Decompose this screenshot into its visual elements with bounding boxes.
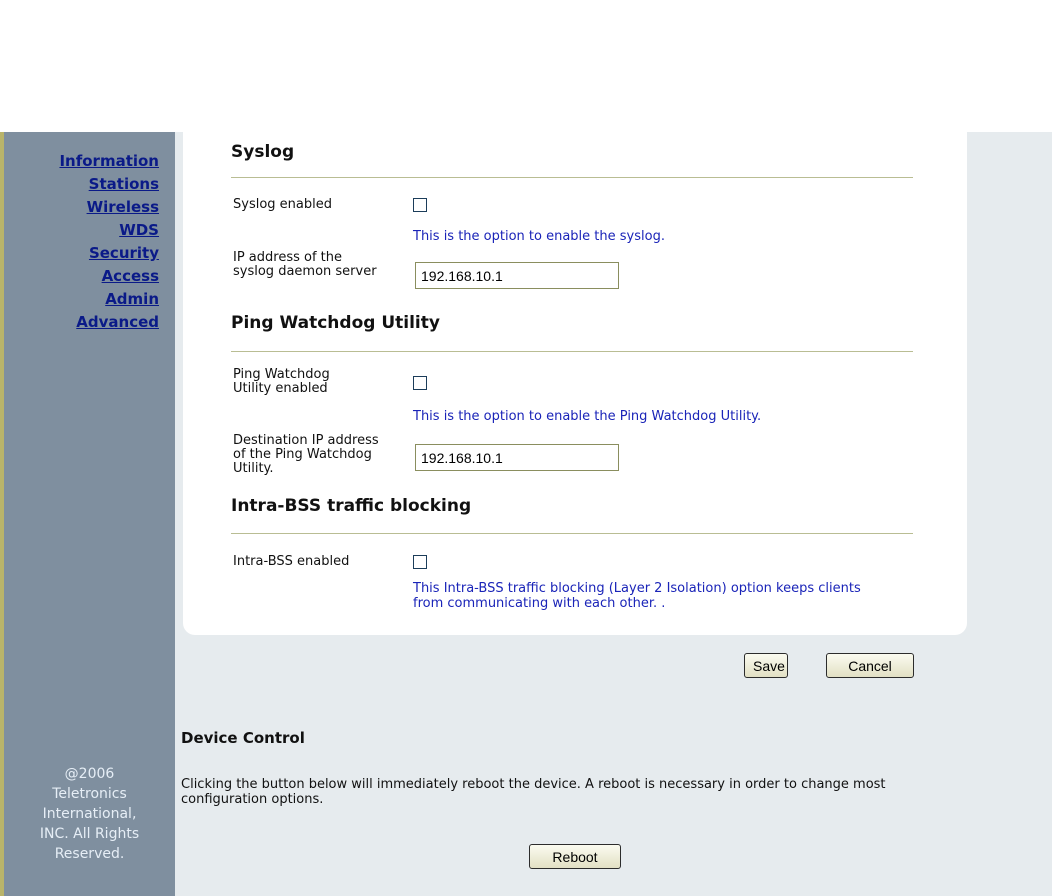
ping-watchdog-title: Ping Watchdog Utility [231, 313, 440, 333]
device-control-title: Device Control [181, 729, 305, 747]
sidebar [0, 132, 175, 896]
syslog-title: Syslog [231, 142, 295, 162]
intrabss-title: Intra-BSS traffic blocking [231, 496, 472, 516]
ping-enabled-checkbox[interactable] [413, 376, 427, 390]
ping-ip-label: Destination IP address of the Ping Watchdog Utility. [233, 433, 379, 476]
nav-link-wireless[interactable]: Wireless [86, 198, 159, 216]
cancel-button[interactable]: Cancel [826, 653, 914, 678]
copyright-line: @2006 [64, 766, 115, 782]
intrabss-enabled-hint: This Intra-BSS traffic blocking (Layer 2 Isolation) option keeps clients from communicating with each other. . [413, 581, 861, 611]
copyright-line: Teletronics [52, 786, 127, 802]
syslog-enabled-checkbox[interactable] [413, 198, 427, 212]
nav-link-wds[interactable]: WDS [119, 221, 159, 239]
settings-panel [183, 132, 967, 635]
intrabss-enabled-label: Intra-BSS enabled [233, 554, 350, 569]
section-divider [231, 533, 913, 534]
section-divider [231, 351, 913, 352]
syslog-ip-label: IP address of the syslog daemon server [233, 250, 377, 279]
intrabss-enabled-checkbox[interactable] [413, 555, 427, 569]
nav-link-stations[interactable]: Stations [88, 175, 159, 193]
nav-link-security[interactable]: Security [88, 244, 159, 262]
ping-enabled-label: Ping Watchdog Utility enabled [233, 367, 330, 396]
copyright-line: International, [42, 806, 137, 822]
ping-ip-input[interactable] [415, 444, 619, 471]
copyright-line: INC. All Rights [39, 826, 140, 842]
ping-enabled-hint: This is the option to enable the Ping Watchdog Utility. [413, 409, 762, 424]
reboot-button[interactable]: Reboot [529, 844, 621, 869]
device-control-description: Clicking the button below will immediately reboot the device. A reboot is necessary in order to change most configuration options. [181, 777, 886, 807]
nav-link-information[interactable]: Information [59, 152, 159, 170]
save-button[interactable]: Save [744, 653, 788, 678]
nav-link-admin[interactable]: Admin [105, 290, 159, 308]
main-content [175, 132, 1052, 896]
syslog-ip-input[interactable] [415, 262, 619, 289]
sidebar-nav [59, 150, 159, 334]
syslog-enabled-label: Syslog enabled [233, 197, 332, 212]
copyright-line: Reserved. [54, 846, 125, 862]
syslog-enabled-hint: This is the option to enable the syslog. [413, 229, 665, 244]
nav-link-advanced[interactable]: Advanced [76, 313, 159, 331]
section-divider [231, 177, 913, 178]
copyright-notice [4, 764, 175, 864]
nav-link-access[interactable]: Access [101, 267, 159, 285]
